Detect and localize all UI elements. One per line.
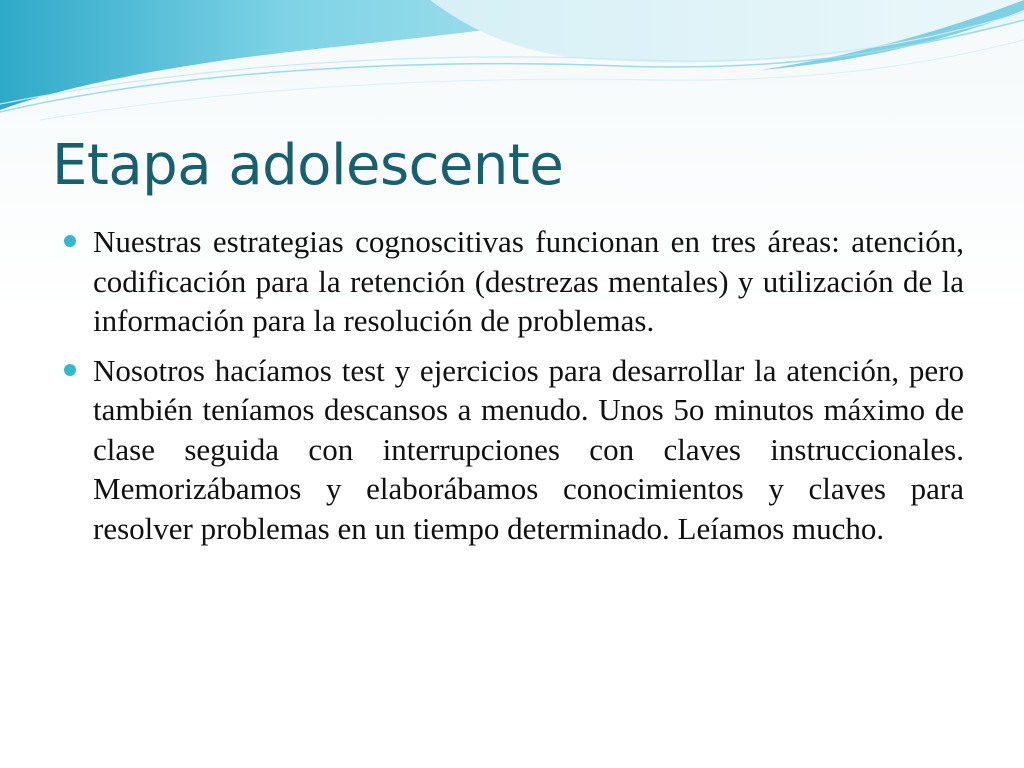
bullet-text: Nuestras estrategias cognoscitivas funcionan en tres áreas: atención, codificación para la retención (destrezas mentales) y utilización de la información para la resolución de problemas. — [93, 224, 964, 338]
bullet-dot-icon — [64, 235, 76, 247]
bullet-item — [52, 222, 964, 341]
bullet-item — [52, 351, 964, 549]
bullet-list — [52, 222, 964, 558]
bullet-text: Nosotros hacíamos test y ejercicios para desarrollar la atención, pero también teníamos descansos a menudo. Unos 5o minutos máximo de clase seguida con interrupciones con claves instruccionales. Memorizábamos y elaborábamos conocimientos y claves para resolver problemas en un tiempo determinado. Leíamos mucho. — [93, 352, 964, 546]
bullet-dot-icon — [64, 364, 76, 376]
header-wave-decoration — [0, 0, 1024, 130]
slide-title: Etapa adolescente — [52, 133, 564, 198]
